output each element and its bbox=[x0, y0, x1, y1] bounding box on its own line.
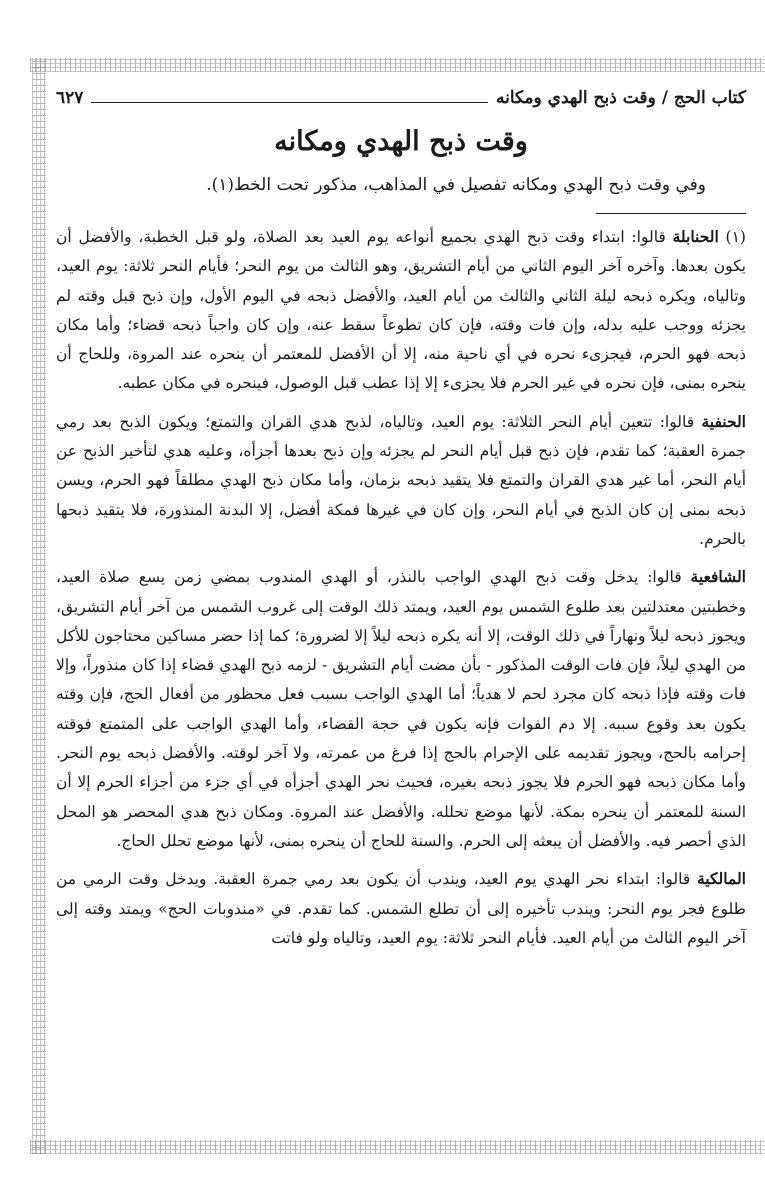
school-name: الحنابلة bbox=[672, 227, 719, 246]
school-name: الحنفية bbox=[701, 411, 746, 431]
page-number: ٦٢٧ bbox=[56, 88, 84, 108]
footnote-text: قالوا: ابتداء نحر الهدي يوم العيد، ويندب أن يكون بعد رمي جمرة العقبة. ويدخل وقت الرمي من طلوع فجر يوم النحر: ويندب تأخيره إلى أن تطلع الشمس. كما تقدم. في «مندوبات الحج» ويمتد وقته إلى آخر اليوم الثالث من أيام العيد. فأيام النحر ثلاثة: يوم العيد، وتالياه ولو فاتت bbox=[56, 870, 746, 947]
school-name: الشافعية bbox=[690, 567, 746, 587]
footnote-separator bbox=[596, 213, 746, 214]
footnotes bbox=[56, 222, 746, 953]
footnote-shafii bbox=[56, 562, 746, 856]
footnote-text: قالوا: ابتداء وقت ذبح الهدي بجميع أنواعه يوم العيد بعد الصلاة، ولو قبل الخطبة، والأفضل أن يكون بعدها. وآخره آخر اليوم الثاني من أيام التشريق، وهو الثالث من يوم النحر؛ فأيام النحر ثلاثة: يوم العيد، وتالياه، ويكره ذبحه ليلة الثاني والثالث من أيام العيد، والأفضل ذبحه في اليوم الأول، وإن ذبح قبل وقته لم يجزئه ووجب عليه بدله، وإن فات وقته، فإن كان تطوعاً سقط عنه، وإن كان واجباً ذبحه قضاء؛ وأما مكان ذبحه فهو الحرم، فيجزىء نحره في أي ناحية منه، إلا أن الأفضل للمعتمر أن ينحره عند المروة، وللحاج أن ينحره بمنى، فإن نحره في غير الحرم فلا يجزىء إلا إذا عطب قبل الوصول، فينحره في مكان عطبه. bbox=[56, 228, 746, 393]
footnote-number: (١) bbox=[725, 228, 746, 246]
ornamental-border-top bbox=[30, 58, 765, 72]
ornamental-border-bottom bbox=[30, 1140, 765, 1154]
footnote-maliki bbox=[56, 864, 746, 953]
section-title: وقت ذبح الهدي ومكانه bbox=[274, 126, 528, 157]
running-header bbox=[56, 88, 746, 116]
footnote-text: قالوا: يدخل وقت ذبح الهدي الواجب بالنذر، أو الهدي المندوب بمضي زمن يسع صلاة العيد، وخطبتين معتدلتين بعد طلوع الشمس يوم العيد، ويمتد ذلك الوقت إلى غروب الشمس من آخر أيام التشريق، ويجوز ذبحه ليلاً ونهاراً في ذلك الوقت، إلا أنه يكره ذبحه ليلاً إلا لضرورة؛ كما إذا حضر مساكين محتاجون للأكل من الهدي ليلاً، فإن فات الوقت المذكور - بأن مضت أيام التشريق - لزمه ذبح الهدي قضاء إذا كان منذوراً، وإلا فات وقته فإذا ذبحه كان مجرد لحم لا هدياً؛ أما الهدي الواجب بسبب فعل محظور من أفعال الحج، فإن وقته يكون بعد وقوع سببه. إلا دم الفوات فإنه يكون في حجة القضاء، وأما الهدي الواجب على المتمتع فوقته إحرامه بالحج، ويجوز تقديمه على الإحرام بالحج إذا فرغ من عمرته، ولا آخر لوقته. والأفضل ذبحه يوم النحر. وأما مكان ذبحه فهو الحرم فلا يجوز ذبحه بغيره، فحيث نحر الهدي أجزأه في أي جزء من أجزاء الحرم إلا أن السنة للمعتمر أن ينحره بمكة. لأنها موضع تحلله. والأفضل عند المروة. ومكان ذبح هدي المحصر هو المحل الذي أحصر فيه. والأفضل أن يبعثه إلى الحرم. والسنة للحاج أن ينحره بمنى، لأنها موضع تحلل الحاج. bbox=[56, 568, 746, 850]
footnote-hanbali bbox=[56, 222, 746, 399]
intro-paragraph: وفي وقت ذبح الهدي ومكانه تفصيل في المذاهب، مذكور تحت الخط(١). bbox=[206, 175, 706, 195]
running-title: كتاب الحج / وقت ذبح الهدي ومكانه bbox=[496, 88, 746, 108]
book-page bbox=[56, 88, 746, 1128]
header-rule bbox=[91, 90, 488, 103]
footnote-hanafi bbox=[56, 407, 746, 554]
school-name: المالكية bbox=[697, 869, 746, 889]
footnote-text: قالوا: تتعين أيام النحر الثلاثة: يوم العيد، وتالياه، لذبح هدي القران والتمتع؛ ويكون الذبح بعد رمي جمرة العقبة؛ كما تقدم، فإن ذبح قبل أيام النحر لم يجزئه وإن ذبح بعدها أجزأه، وعليه هدي لتأخير الذبح عن أيام النحر، أما غير هدي القران والتمتع فلا يتقيد ذبحه بزمان، وأما مكان ذبح الهدي مطلقاً فهو الحرم، ويسن ذبحه بمنى إن كان الذبح في أيام النحر، وإن كان في غيرها فمكة أفضل، إلا البدنة المنذورة، فلا يتقيد ذبحها بالحرم. bbox=[56, 412, 746, 548]
ornamental-border-left bbox=[32, 58, 46, 1154]
